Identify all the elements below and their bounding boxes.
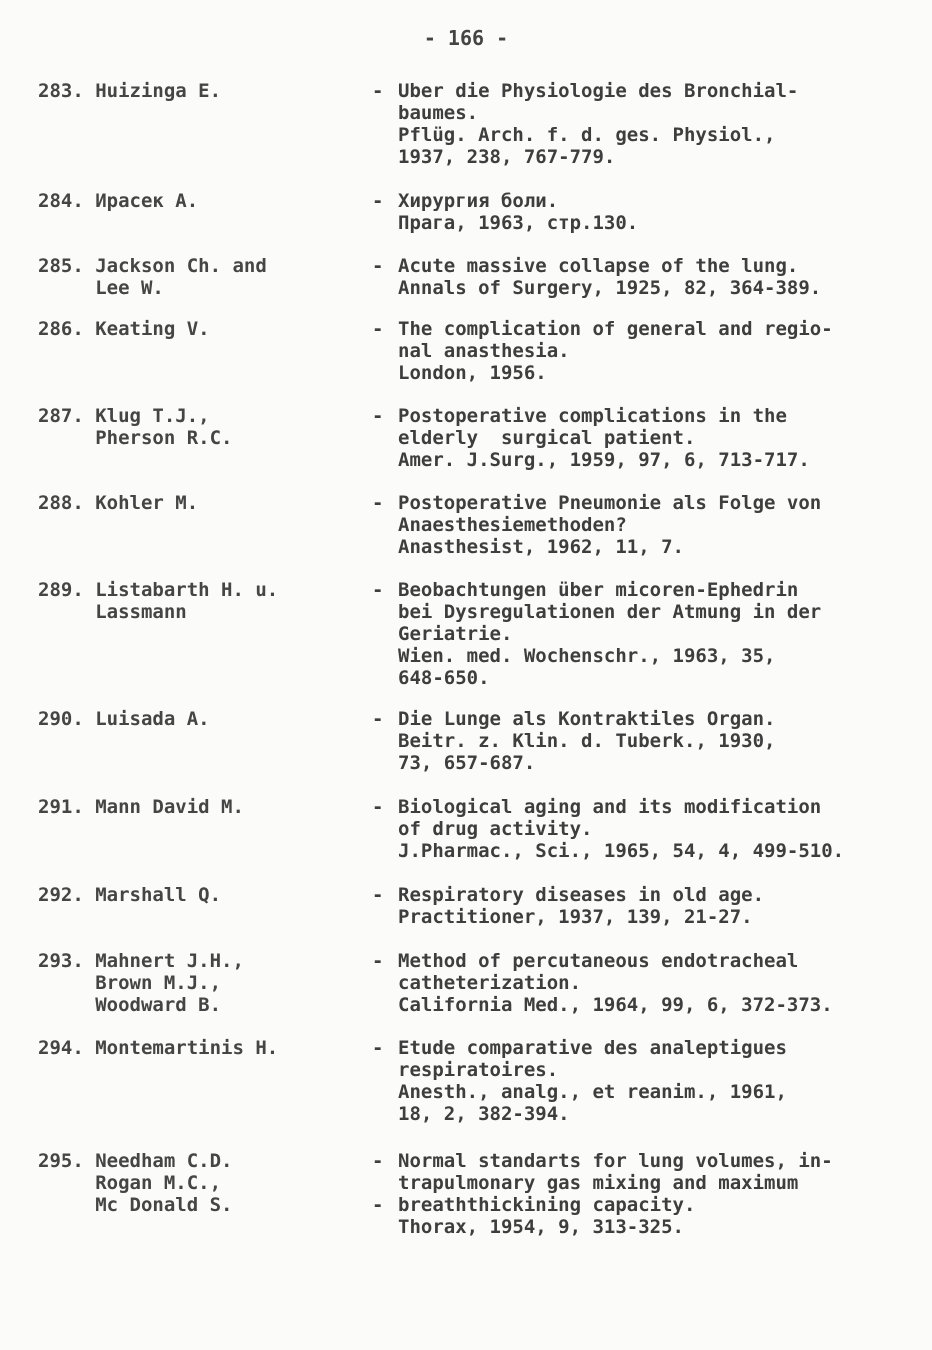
entry-number: 295. bbox=[38, 1150, 96, 1172]
entry-authors bbox=[38, 492, 358, 514]
entry-number: 292. bbox=[38, 884, 96, 906]
entry-authors bbox=[38, 318, 358, 340]
author-name: Ирасек А. bbox=[95, 190, 199, 212]
reference-line: - Beobachtungen über micoren-Ephedrin bbox=[372, 579, 799, 601]
entry-number: 285. bbox=[38, 255, 96, 277]
entry-authors bbox=[38, 1150, 358, 1216]
reference-line: - Respiratory diseases in old age. bbox=[372, 884, 765, 906]
author-name: Brown M.J., bbox=[95, 972, 222, 994]
entry-reference bbox=[372, 796, 908, 862]
reference-line: - Postoperative complications in the bbox=[372, 405, 787, 427]
author-name: Woodward B. bbox=[95, 994, 222, 1016]
author-name: Huizinga E. bbox=[95, 80, 222, 102]
reference-line: of drug activity. bbox=[398, 818, 593, 840]
reference-line: - breaththickining capacity. bbox=[372, 1194, 696, 1216]
dash-marker: - bbox=[372, 796, 384, 818]
entry-reference bbox=[372, 950, 908, 1016]
entry-reference bbox=[372, 190, 908, 234]
entry-reference bbox=[372, 80, 908, 168]
reference-line: nal anasthesia. bbox=[398, 340, 570, 362]
entry-number: 293. bbox=[38, 950, 96, 972]
reference-line: Прага, 1963, стр.130. bbox=[398, 212, 639, 234]
entry-number: 290. bbox=[38, 708, 96, 730]
entry-number: 283. bbox=[38, 80, 96, 102]
author-name: Lee W. bbox=[95, 277, 164, 299]
entry-number: 286. bbox=[38, 318, 96, 340]
reference-line: - Biological aging and its modification bbox=[372, 796, 822, 818]
author-name: Needham C.D. bbox=[95, 1150, 233, 1172]
author-name: Marshall Q. bbox=[95, 884, 222, 906]
dash-marker: - bbox=[372, 405, 384, 427]
entry-authors bbox=[38, 1037, 358, 1059]
reference-line: Amer. J.Surg., 1959, 97, 6, 713-717. bbox=[398, 449, 810, 471]
entry-number: 294. bbox=[38, 1037, 96, 1059]
reference-line: 18, 2, 382-394. bbox=[398, 1103, 570, 1125]
dash-marker: - bbox=[372, 190, 384, 212]
entry-number: 289. bbox=[38, 579, 96, 601]
page-number: - 166 - bbox=[423, 26, 509, 50]
reference-line: Pflüg. Arch. f. d. ges. Physiol., bbox=[398, 124, 776, 146]
reference-line: trapulmonary gas mixing and maximum bbox=[398, 1172, 799, 1194]
reference-line: - Uber die Physiologie des Bronchial- bbox=[372, 80, 799, 102]
entry-authors bbox=[38, 405, 358, 449]
entry-authors bbox=[38, 796, 358, 818]
entry-number: 291. bbox=[38, 796, 96, 818]
reference-line: - Normal standarts for lung volumes, in- bbox=[372, 1150, 833, 1172]
author-name: Mc Donald S. bbox=[95, 1194, 233, 1216]
entry-number: 287. bbox=[38, 405, 96, 427]
author-name: Mann David M. bbox=[95, 796, 244, 818]
reference-line: baumes. bbox=[398, 102, 479, 124]
author-name: Montemartinis H. bbox=[95, 1037, 279, 1059]
reference-line: - Хирургия боли. bbox=[372, 190, 559, 212]
author-name: Lassmann bbox=[95, 601, 187, 623]
reference-line: - Die Lunge als Kontraktiles Organ. bbox=[372, 708, 776, 730]
reference-line: elderly surgical patient. bbox=[398, 427, 696, 449]
entry-reference bbox=[372, 884, 908, 928]
dash-marker: - bbox=[372, 255, 384, 277]
dash-marker: - bbox=[372, 318, 384, 340]
reference-line: Anasthesist, 1962, 11, 7. bbox=[398, 536, 684, 558]
reference-line: Geriatrie. bbox=[398, 623, 513, 645]
author-name: Klug T.J., bbox=[95, 405, 210, 427]
reference-line: - Method of percutaneous endotracheal bbox=[372, 950, 799, 972]
author-name: Listabarth H. u. bbox=[95, 579, 279, 601]
reference-line: - Acute massive collapse of the lung. bbox=[372, 255, 799, 277]
author-name: Luisada A. bbox=[95, 708, 210, 730]
reference-line: J.Pharmac., Sci., 1965, 54, 4, 499-510. bbox=[398, 840, 845, 862]
entry-reference bbox=[372, 708, 908, 774]
entry-authors bbox=[38, 884, 358, 906]
reference-line: California Med., 1964, 99, 6, 372-373. bbox=[398, 994, 833, 1016]
reference-line: - Etude comparative des analeptigues bbox=[372, 1037, 787, 1059]
reference-line: London, 1956. bbox=[398, 362, 547, 384]
dash-marker: - bbox=[372, 1037, 384, 1059]
entry-authors bbox=[38, 708, 358, 730]
dash-marker: - bbox=[372, 579, 384, 601]
reference-line: catheterization. bbox=[398, 972, 582, 994]
reference-line: Beitr. z. Klin. d. Tuberk., 1930, bbox=[398, 730, 776, 752]
reference-line: bei Dysregulationen der Atmung in der bbox=[398, 601, 822, 623]
dash-marker: - bbox=[372, 80, 384, 102]
reference-line: respiratoires. bbox=[398, 1059, 559, 1081]
author-name: Pherson R.C. bbox=[95, 427, 233, 449]
entry-reference bbox=[372, 579, 908, 689]
entry-reference bbox=[372, 318, 908, 384]
reference-line: 73, 657-687. bbox=[398, 752, 536, 774]
entry-reference bbox=[372, 255, 908, 299]
reference-line: Practitioner, 1937, 139, 21-27. bbox=[398, 906, 753, 928]
entry-reference bbox=[372, 1037, 908, 1125]
dash-marker: - bbox=[372, 492, 384, 514]
dash-marker: - bbox=[372, 1150, 384, 1172]
entry-reference bbox=[372, 1150, 908, 1238]
dash-marker: - bbox=[372, 884, 384, 906]
dash-marker: - bbox=[372, 950, 384, 972]
reference-line: Anaesthesiemethoden? bbox=[398, 514, 627, 536]
reference-line: Thorax, 1954, 9, 313-325. bbox=[398, 1216, 684, 1238]
author-name: Kohler M. bbox=[95, 492, 199, 514]
entry-reference bbox=[372, 405, 908, 471]
reference-line: Anesth., analg., et reanim., 1961, bbox=[398, 1081, 787, 1103]
entry-authors bbox=[38, 80, 358, 102]
reference-line: - The complication of general and regio- bbox=[372, 318, 833, 340]
entry-number: 288. bbox=[38, 492, 96, 514]
entry-number: 284. bbox=[38, 190, 96, 212]
reference-line: Annals of Surgery, 1925, 82, 364-389. bbox=[398, 277, 822, 299]
entry-reference bbox=[372, 492, 908, 558]
entry-authors bbox=[38, 190, 358, 212]
entry-authors bbox=[38, 255, 358, 299]
reference-line: - Postoperative Pneumonie als Folge von bbox=[372, 492, 822, 514]
author-name: Rogan M.C., bbox=[95, 1172, 222, 1194]
dash-marker: - bbox=[372, 708, 384, 730]
author-name: Keating V. bbox=[95, 318, 210, 340]
reference-line: 648-650. bbox=[398, 667, 490, 689]
author-name: Mahnert J.H., bbox=[95, 950, 244, 972]
dash-marker: - bbox=[372, 1194, 384, 1216]
reference-line: 1937, 238, 767-779. bbox=[398, 146, 616, 168]
entry-authors bbox=[38, 950, 358, 1016]
author-name: Jackson Ch. and bbox=[95, 255, 267, 277]
reference-line: Wien. med. Wochenschr., 1963, 35, bbox=[398, 645, 776, 667]
entry-authors bbox=[38, 579, 358, 623]
